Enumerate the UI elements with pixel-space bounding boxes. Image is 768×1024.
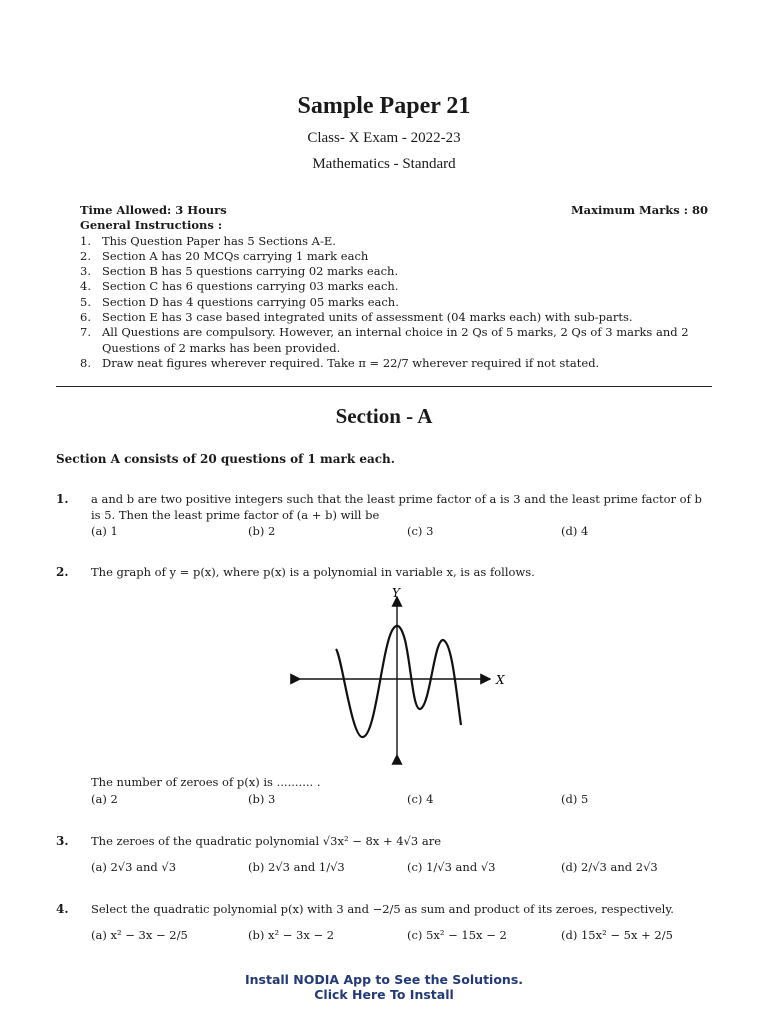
instruction-item: 1. This Question Paper has 5 Sections A-E. (80, 233, 336, 248)
question-followup: The number of zeroes of p(x) is .......... . (91, 775, 321, 789)
option-c[interactable]: (c) 4 (407, 792, 434, 806)
question-number: 3. (56, 834, 69, 848)
footer-line-1[interactable]: Install NODIA App to See the Solutions. (244, 972, 524, 987)
polynomial-graph (290, 585, 520, 765)
instruction-item: 3. Section B has 5 questions carrying 02 marks each. (80, 264, 399, 279)
option-c[interactable]: (c) 3 (407, 524, 434, 538)
options-row (91, 792, 711, 808)
divider (56, 386, 712, 387)
option-a[interactable]: (a) 2√3 and √3 (91, 860, 177, 874)
question-text: The graph of y = p(x), where p(x) is a polynomial in variable x, is as follows. (91, 565, 535, 579)
instruction-item: 5. Section D has 4 questions carrying 05 marks each. (80, 294, 399, 309)
question-text: The zeroes of the quadratic polynomial √3x² − 8x + 4√3 are (91, 834, 442, 848)
instruction-item: 7. All Questions are compulsory. However, an internal choice in 2 Qs of 5 marks, 2 Qs of 3 marks and 2 Questions of 2 marks has been provided. (80, 325, 689, 355)
question-text: a and b are two positive integers such that the least prime factor of a is 3 and the least prime factor of b is 5. Then the least prime factor of (a + b) will be (91, 492, 702, 522)
option-b[interactable]: (b) 2 (248, 524, 276, 538)
time-allowed: Time Allowed: 3 Hours (80, 203, 227, 217)
instructions-block (80, 203, 708, 371)
option-d[interactable]: (d) 5 (561, 792, 589, 806)
option-b[interactable]: (b) 2√3 and 1/√3 (248, 860, 345, 874)
question-number: 4. (56, 902, 69, 916)
y-axis-label: Y (392, 586, 400, 600)
instruction-item: 8. Draw neat figures wherever required. Take π = 22/7 wherever required if not stated. (80, 355, 600, 370)
question-number: 2. (56, 565, 69, 579)
paper-title: Sample Paper 21 (297, 93, 471, 119)
option-d[interactable]: (d) 15x² − 5x + 2/5 (561, 928, 673, 942)
instruction-item: 6. Section E has 3 case based integrated units of assessment (04 marks each) with sub-parts. (80, 310, 633, 325)
curve (336, 626, 461, 737)
options-row (91, 928, 711, 944)
max-marks: Maximum Marks : 80 (570, 203, 708, 217)
question-number: 1. (56, 492, 69, 506)
option-a[interactable]: (a) 1 (91, 524, 118, 538)
option-c[interactable]: (c) 5x² − 15x − 2 (407, 928, 507, 942)
option-b[interactable]: (b) 3 (248, 792, 276, 806)
option-d[interactable]: (d) 4 (561, 524, 589, 538)
option-b[interactable]: (b) x² − 3x − 2 (248, 928, 335, 942)
option-c[interactable]: (c) 1/√3 and √3 (407, 860, 496, 874)
general-instructions-heading: General Instructions : (80, 218, 223, 233)
options-row (91, 524, 711, 540)
subject-line: Mathematics - Standard (312, 156, 456, 172)
footer-line-2[interactable]: Click Here To Install (314, 987, 454, 1002)
instruction-item: 2. Section A has 20 MCQs carrying 1 mark each (80, 248, 369, 263)
option-a[interactable]: (a) 2 (91, 792, 118, 806)
x-axis-label: X (496, 673, 505, 687)
install-app-link[interactable] (0, 972, 768, 1002)
option-d[interactable]: (d) 2/√3 and 2√3 (561, 860, 658, 874)
options-row (91, 860, 711, 876)
section-title: Section - A (335, 404, 433, 428)
option-a[interactable]: (a) x² − 3x − 2/5 (91, 928, 188, 942)
meta-row (80, 203, 708, 218)
question-text: Select the quadratic polynomial p(x) with 3 and −2/5 as sum and product of its zeroes, respectively. (91, 902, 674, 916)
section-note: Section A consists of 20 questions of 1 mark each. (56, 452, 395, 466)
instruction-item: 4. Section C has 6 questions carrying 03 marks each. (80, 279, 399, 294)
class-line: Class- X Exam - 2022-23 (307, 130, 461, 146)
